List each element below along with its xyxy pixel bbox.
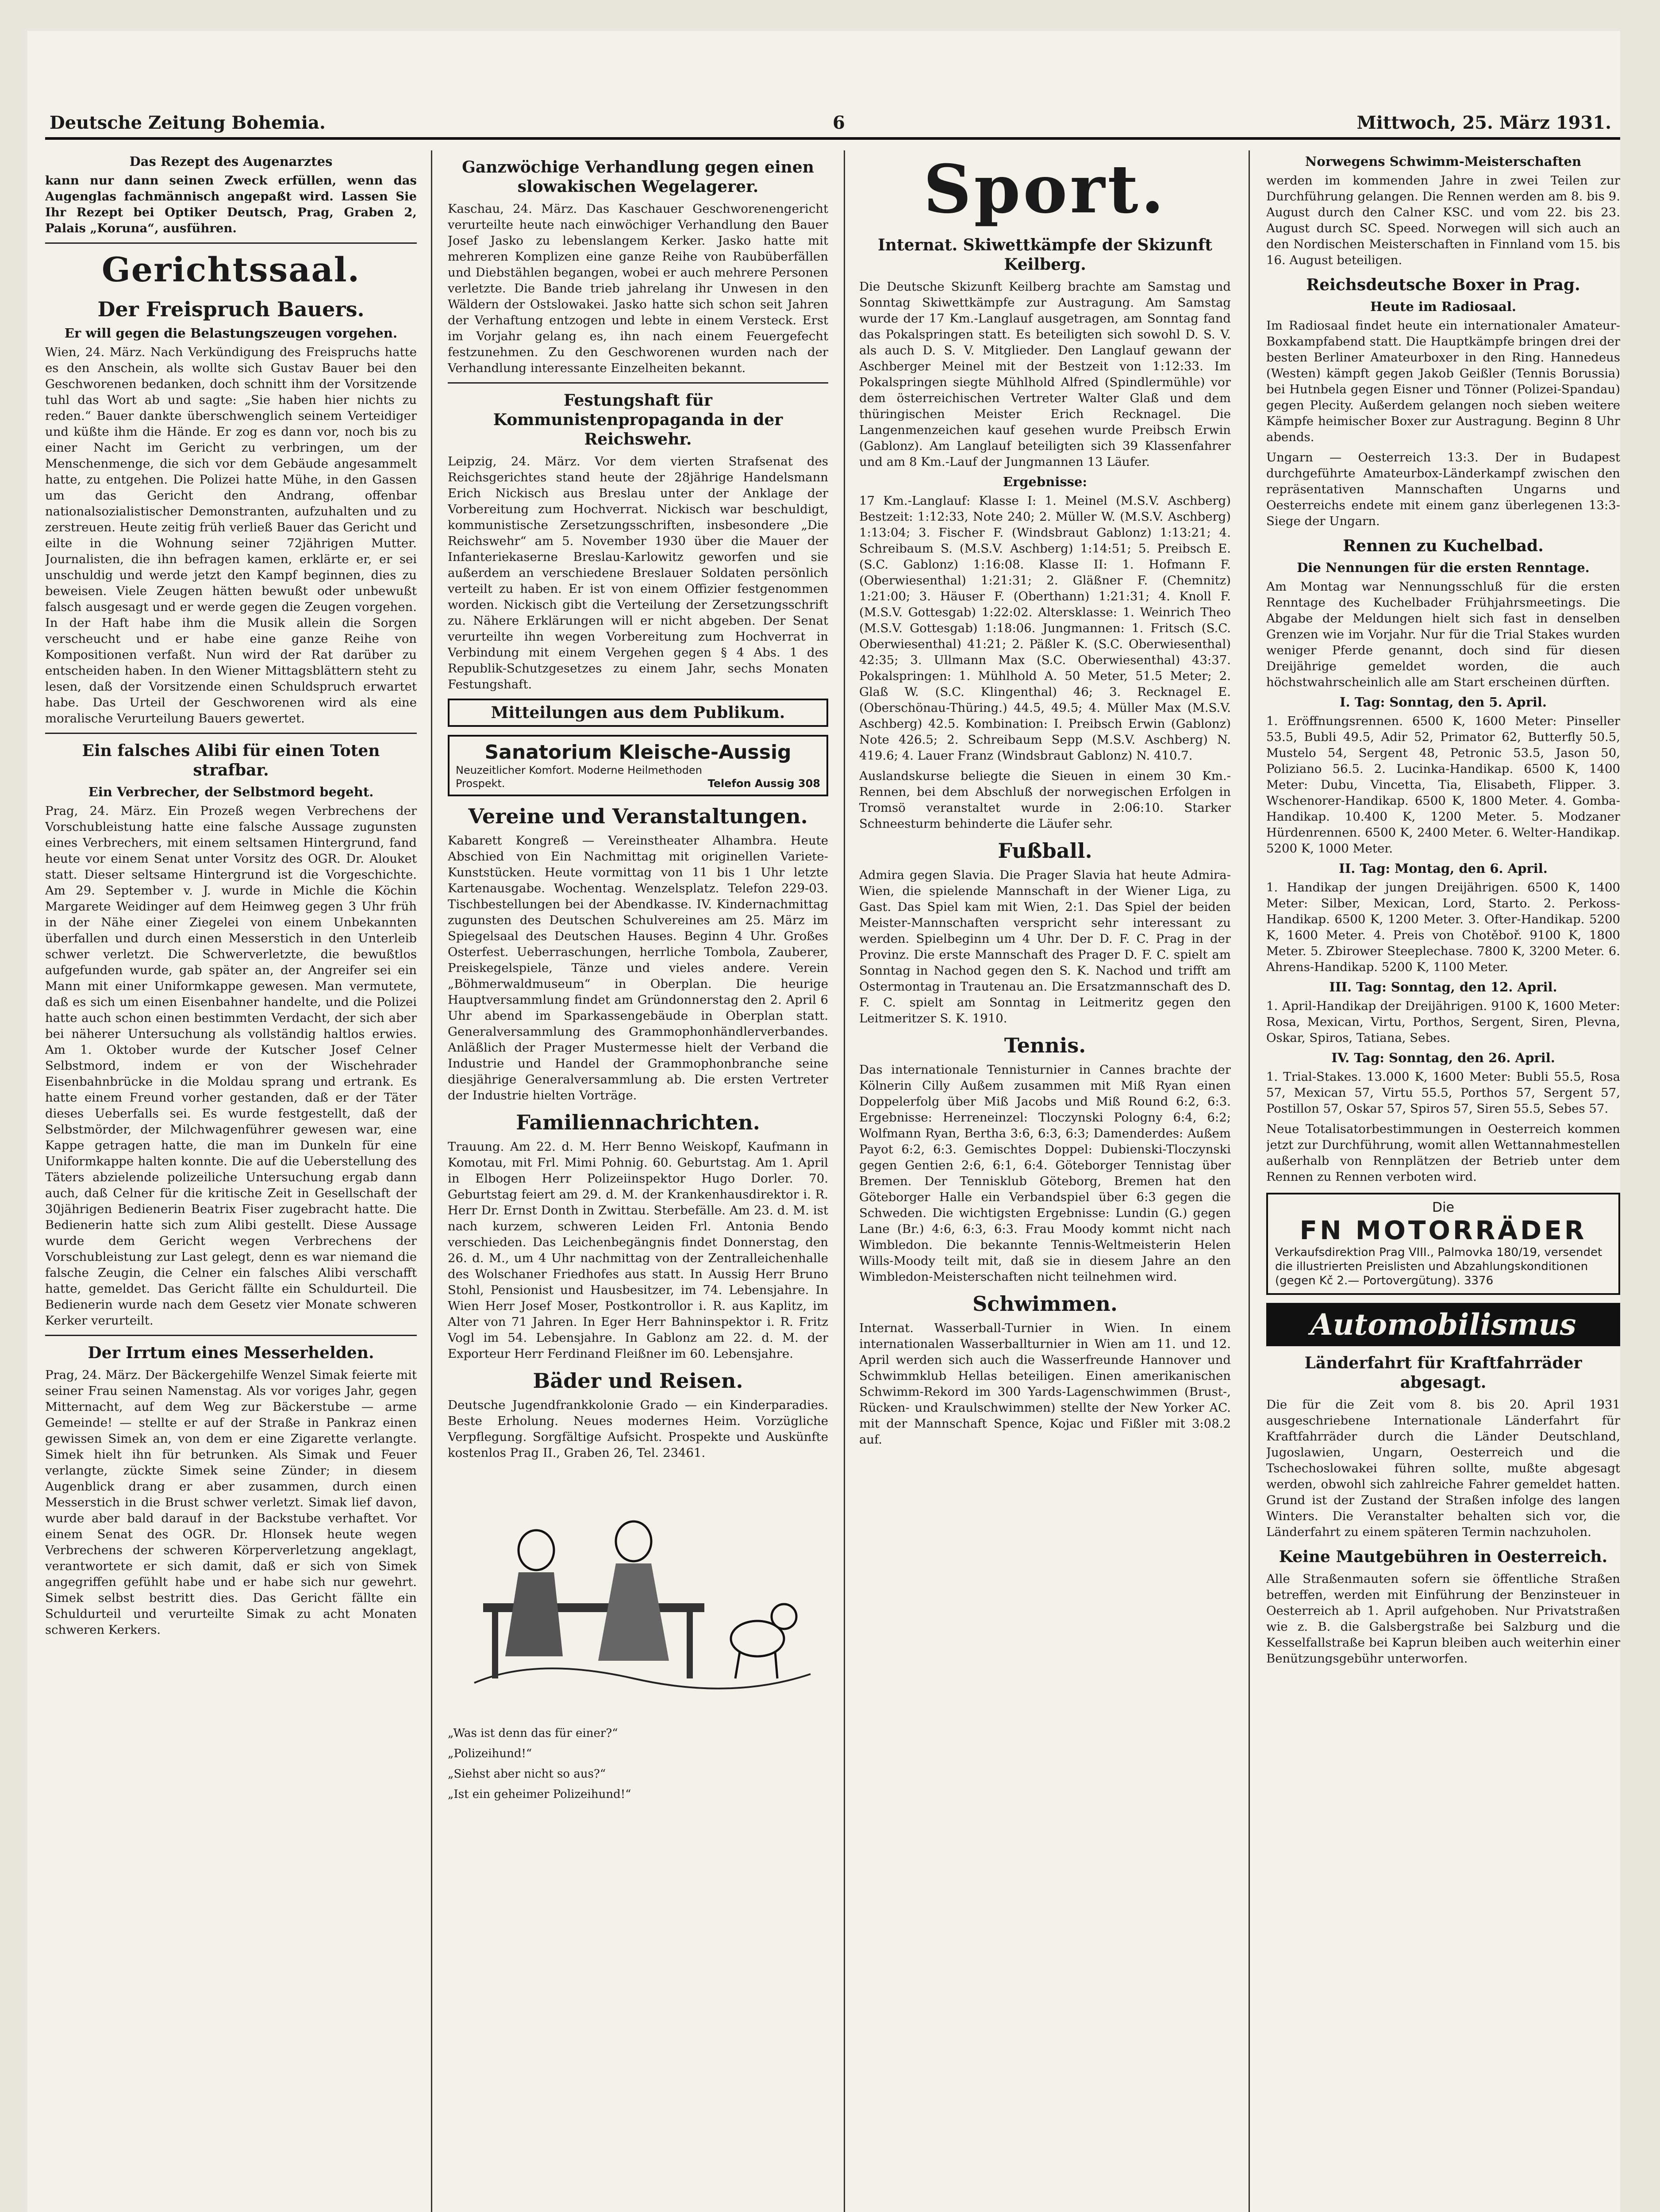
sanatorium-ad-line: Neuzeitlicher Komfort. Moderne Heilmethoden: [456, 764, 702, 776]
section-title-family: Familiennachrichten.: [516, 1110, 760, 1134]
article-title: Der Irrtum eines Messerhelden.: [88, 1344, 374, 1362]
article-body: Prag, 24. März. Der Bäckergehilfe Wenzel Simak feierte mit seiner Frau seinen Namenstag. Als vor voriges Jahr, gegen Mitternacht, auf dem Weg zur Bäckerstube — arme Gemeinde! — stellte er auf der Straße in Pankraz einen gewissen Simek an, von dem er eine Zigarette verlangte. Simek hielt ihn für betrunken. Als Simak und Feuer verlangte, zückte Simek seine Zünder; in diesem Augenblick drang er aber zusammen, durch einen Messerstich in die Brust schwer verletzt. Simak lief davon, wurde aber bald darauf in der Backstube verhaftet. Vor einem Senat des OGR. Dr. Hlonsek heute wegen Verbrechens der schweren Körperverletzung angeklagt, verantwortete er sich damit, daß er sich von Simek angegriffen gefühlt habe und er habe sich nur gewehrt. Simek selbst bestritt dies. Das Gericht fällte ein Schuldurteil und verurteilte Simak zu acht Monaten schweren Kerkers.: [45, 1368, 417, 1637]
page-number: 6: [833, 112, 845, 133]
article-body: Im Radiosaal findet heute ein internationaler Amateur-Boxkampfabend statt. Die Hauptkämpfe bringen drei der besten Berliner Amateurboxer in den Ring. Hannedeus (Westen) kämpft gegen Jakob Geißler (Tennis Borussia) bei Hutnbela gegen Eisner und Tönner (Polizei-Spandau) gegen Plecity. Außerdem gelangen noch sieben weitere Kämpfe heimischer Boxer zur Austragung. Beginn 8 Uhr abends.: [1266, 319, 1620, 444]
section-title-automobile: Automobilismus: [1266, 1303, 1620, 1346]
article-body: Deutsche Jugendfrankkolonie Grado — ein Kinderparadies. Beste Erholung. Neues modernes Heim. Vorzügliche Verpflegung. Sorgfältige Aufsicht. Prospekte und Auskünfte kostenlos Prag II., Graben 26, Tel. 23461.: [448, 1398, 828, 1460]
article-body: Am Montag war Nennungsschluß für die ersten Renntage des Kuchelbader Frühjahrsmeetings. Die Abgabe der Meldungen hielt sich fast in denselben Grenzen wie im Vorjahr. Nur für die Trial Stakes wurden weniger Pferde genannt, doch sind für diesen Dreijährige gemeldet worden, die auch höchstwahrscheinlich alle am Start erscheinen dürften.: [1266, 580, 1620, 689]
divider: [45, 1335, 417, 1336]
article-subtitle: Heute im Radiosaal.: [1370, 299, 1516, 314]
page-header: [45, 111, 1620, 140]
article-title: Keine Mautgebühren in Oesterreich.: [1279, 1548, 1608, 1566]
divider: [448, 382, 828, 384]
article-body: Admira gegen Slavia. Die Prager Slavia hat heute Admira-Wien, die spielende Mannschaft in der Wiener Liga, zu Gast. Das Spiel kam mit Wien, 2:1. Das Spiel der beiden Meister-Mannschaften verspricht sehr interessant zu werden. Spielbeginn um 4 Uhr. Der D. F. C. Prag in der Provinz. Die erste Mannschaft des Prager D. F. C. spielt am Sonntag in Nachod gegen den S. K. Nachod und trifft am Ostermontag in Trautenau an. Die Ersatzmannschaft des D. F. C. spielt am Sonntag in Leitmeritz gegen den Leitmeritzer S. K. 1910.: [859, 868, 1231, 1025]
article-body: Internat. Wasserball-Turnier in Wien. In einem internationalen Wasserballturnier in Wien am 11. und 12. April werden sich auch die Wasserfreunde Hannover und Schwimmklub Hellas beteiligen. Einen amerikanischen Schwimm-Rekord im 300 Yards-Lagenschwimmen (Brust-, Rücken- und Kraulschwimmen) stellte der New Yorker AC. mit der Mannschaft Spence, Kojac und Fißler mit 3:08.2 auf.: [859, 1321, 1231, 1447]
article-title: Reichsdeutsche Boxer in Prag.: [1306, 276, 1580, 294]
column-sport: [859, 150, 1231, 2212]
article-body: Die Deutsche Skizunft Keilberg brachte am Samstag und Sonntag Skiwettkämpfe zur Austragung. Am Samstag wurde der 17 Km.-Langlauf ausgetragen, am Sonntag fand das Pokalspringen statt. Es beteiligten sich sowohl D. S. V. als auch D. S. V. Mitglieder. Den Langlauf gewann der Aschberger Meinel mit der Bestzeit von 1:12:33. Im Pokalspringen siegte Mühlhold Alfred (Spindlermühle) vor dem österreichischen Vertreter Walter Glaß und dem thüringischen Meister Erich Recknagel. Die Langenmenzeichen kauf gesehen wurde Preibsch Erwin (Gablonz). Am Langlauf beteiligten sich 39 Klassenfahrer und am 8 Km.-Lauf der Jungmannen 13 Läufer.: [859, 280, 1231, 469]
race-day-heading: I. Tag: Sonntag, den 5. April.: [1339, 695, 1547, 710]
article-body: Wien, 24. März. Nach Verkündigung des Freispruchs hatte es den Anschein, als wollte sich Gustav Bauer bei den Geschworenen bedanken, doch schnitt ihm der Vorsitzende tuhl das Wort ab und sagte: „Sie haben hier nichts zu reden.“ Bauer dankte überschwenglich seinem Verteidiger und küßte ihm die Hände. Er zog es dann vor, noch bis zu einer Nacht im Gericht zu verbringen, um der Menschenmenge, die sich vor dem Gebäude angesammelt hatte, zu entgehen. Die Polizei hatte Mühe, in den Gassen um das Gericht den Andrang, offenbar nationalsozialistischer Demonstranten, aufzuhalten und zu zerstreuen. Heute zeitig früh verließ Bauer das Gericht und eilte in die Wohnung seiner 72jährigen Mutter. Journalisten, die ihn befragen kamen, erklärte er, er sei unschuldig und werde jetzt den Kampf beginnen, dies zu beweisen. Viele Zeugen hätten bewußt oder unbewußt falsch ausgesagt und er werde gegen die Zeugen vorgehen. In der Haft habe ihm die Musik allein die Sorgen verscheucht und er habe eine ganze Reihe von Kompositionen verfaßt. Nun wird der Rat darüber zu entscheiden haben. In den Wiener Mittagsblättern steht zu lesen, daß der Vorsitzende einen Schuldspruch erwartet habe. Das Urteil der Geschworenen wird als eine moralische Verurteilung Bauers gewertet.: [45, 345, 417, 726]
column-news: [448, 150, 828, 2212]
race-day-heading: II. Tag: Montag, den 6. April.: [1339, 861, 1548, 876]
article-body: werden im kommenden Jahre in zwei Teilen zur Durchführung gelangen. Die Rennen werden am 8. bis 9. August durch den Calner KSC. und vom 22. bis 23. August durch SC. Speed. Norwegen will sich auch an den Nordischen Meisterschaften in Finnland vom 15. bis 16. August beteiligen.: [1266, 173, 1620, 267]
race-list: 1. Handikap der jungen Dreijährigen. 6500 K, 1400 Meter: Silber, Mexican, Lord, Starto. 2. Perkoss-Handikap. 6500 K, 1200 Meter. 3. Ofter-Handikap. 5200 K, 1600 Meter. 4. Preis von Chotěboř. 9100 K, 1800 Meter. 5. Zbirower Steeplechase. 7800 K, 3200 Meter. 6. Ahrens-Handikap. 5200 K, 1100 Meter.: [1266, 880, 1620, 974]
article-title: Der Freispruch Bauers.: [97, 297, 365, 321]
fn-ad-brand: FN MOTORRÄDER: [1299, 1215, 1587, 1245]
article-title: Ein falsches Alibi für einen Toten strafbar.: [82, 741, 380, 780]
article-body: Die für die Zeit vom 8. bis 20. April 1931 ausgeschriebene Internationale Länderfahrt für Kraftfahrräder durch die Länder Deutschland, Jugoslawien, Ungarn, Oesterreich und die Tschechoslowakei führen sollte, mußte abgesagt werden, obwohl sich zahlreiche Fahrer gemeldet hatten. Grund ist der Zustand der Straßen infolge des langen Winters. Die Veranstalter behalten sich vor, die Länderfahrt zu einem späteren Termin nachzuholen.: [1266, 1398, 1620, 1539]
fn-ad-die: Die: [1432, 1200, 1454, 1215]
results-list: 17 Km.-Langlauf: Klasse I: 1. Meinel (M.S.V. Aschberg) Bestzeit: 1:12:33, Note 240; 2. Müller W. (M.S.V. Aschberg) 1:13:04; 3. Fischer F. (Windsbraut Gablonz) 1:13:21; 4. Schreibaum S. (M.S.V. Aschberg) 1:14:51; 5. Preibsch E. (S.C. Gablonz) 1:16:08. Klasse II: 1. Hofmann F. (Oberwiesenthal) 1:21:31; 2. Gläßner F. (Chemnitz) 1:21:00; 3. Häuser F. (Oberthann) 1:21:31; 4. Knoll F. (M.S.V. Gottesgab) 1:22:02. Altersklasse: 1. Weinrich Theo (M.S.V. Gottesgab) 1:18:06. Jungmannen: 1. Fritsch (S.C. Oberwiesenthal) 41:21; 2. Päßler K. (S.C. Oberwiesenthal) 42:35; 3. Ullmann Max (S.C. Oberwiesenthal) 43:37. Pokalspringen: 1. Mühlhold A. 50 Meter, 51.5 Meter; 2. Glaß W. (S.C. Klingenthal) 46; 3. Recknagel E. (Oberschönau-Thüring.) 44.5, 49.5; 4. Müller Max (M.S.V. Aschberg) 42.5. Kombination: I. Preibsch Erwin (Gablonz) Note 426.5; 2. Schreibaum Sepp (M.S.V. Aschberg) N. 419.6; 4. Lauer Franz (Windsbraut Gablonz) N. 410.7.: [859, 494, 1231, 763]
sanatorium-ad-footer: [456, 777, 820, 790]
section-title-swimming: Schwimmen.: [972, 1292, 1118, 1316]
section-title-football: Fußball.: [998, 839, 1092, 863]
race-day-heading: IV. Tag: Sonntag, den 26. April.: [1331, 1050, 1555, 1065]
article-body: Kaschau, 24. März. Das Kaschauer Geschworenengericht verurteilte heute nach einwöchiger Verhandlung den Bauer Josef Jasko zu lebenslangem Kerker. Jasko hatte mit mehreren Komplizen eine ganze Reihe von Raubüberfällen und Diebstählen begangen, wobei er auch mehrere Personen verletzte. Die Bande trieb jahrelang ihr Unwesen in den Wäldern der Ostslowakei. Jasko hatte sich schon seit Jahren der Verhaftung entzogen und lebte in einem Versteck. Erst im Vorjahr gelang es, ihn nach einem Feuergefecht festzunehmen. Zu den Geschworenen wurden nach der Verhandlung interessante Einzelheiten bekannt.: [448, 202, 828, 375]
article-subtitle: Ein Verbrecher, der Selbstmord begeht.: [88, 784, 374, 799]
race-day-heading: III. Tag: Sonntag, den 12. April.: [1329, 979, 1557, 995]
article-title: Norwegens Schwimm-Meisterschaften: [1305, 154, 1582, 169]
section-title-sport: Sport.: [923, 150, 1167, 228]
newspaper-page: [27, 31, 1620, 2212]
issue-date: Mittwoch, 25. März 1931.: [1356, 112, 1611, 133]
newspaper-name: Deutsche Zeitung Bohemia.: [50, 112, 326, 133]
column-sport-auto: [1266, 150, 1620, 2212]
section-title-travel: Bäder und Reisen.: [533, 1369, 743, 1393]
column-divider: [1249, 150, 1250, 2212]
sanatorium-ad-title: Sanatorium Kleische-Aussig: [484, 741, 792, 764]
column-divider: [431, 150, 432, 2212]
cartoon-caption: „Siehst aber nicht so aus?“: [448, 1767, 606, 1781]
article-subtitle: Die Nennungen für die ersten Renntage.: [1297, 560, 1590, 575]
sanatorium-ad-phone: Telefon Aussig 308: [707, 777, 820, 790]
article-title: Rennen zu Kuchelbad.: [1343, 537, 1544, 555]
article-title: Festungshaft für Kommunistenpropaganda in der Reichswehr.: [493, 391, 783, 449]
divider: [45, 242, 417, 244]
optician-ad-text: kann nur dann seinen Zweck erfüllen, wenn das Augenglas fachmännisch angepaßt wird. Lassen Sie Ihr Rezept bei Optiker Deutsch, Prag, Graben 2, Palais „Koruna“, ausführen.: [45, 173, 417, 235]
cartoon-caption: „Ist ein geheimer Polizeihund!“: [448, 1788, 631, 1801]
section-title-tennis: Tennis.: [1004, 1033, 1086, 1057]
race-list: 1. Eröffnungsrennen. 6500 K, 1600 Meter: Pinseller 53.5, Bubli 49.5, Adir 52, Primator 62, Butterfly 50.5, Mustelo 54, Sergent 48, Petronic 53.5, Jason 50, Poliziano 56.5. 2. Lucinka-Handikap. 6500 K, 1400 Meter: Dubu, Vincetta, Tia, Elisabeth, Flipper. 3. Wschenorer-Handikap. 6500 K, 1800 Meter. 4. Gomba-Handikap. 10.400 K, 1200 Meter. 5. Modzaner Hürdenrennen. 6500 K, 2400 Meter. 6. Welter-Handikap. 5200 K, 1000 Meter.: [1266, 714, 1620, 856]
race-list: 1. Trial-Stakes. 13.000 K, 1600 Meter: Bubli 55.5, Rosa 57, Mexican 57, Virtu 55.5, Porthos 57, Sergent 57, Postillon 57, Oskar 57, Spiros 57, Siren 55.5, Sebes 57.: [1266, 1070, 1620, 1116]
fn-ad-text: Verkaufsdirektion Prag VIII., Palmovka 180/19, versendet die illustrierten Preislisten und Abzahlungskonditionen (gegen Kč 2.— Portovergütung). 3376: [1275, 1246, 1602, 1287]
article-body: Auslandskurse beliegte die Sieuen in einem 30 Km.-Rennen, bei dem Abschluß der norwegischen Erfolgen in Tromsö veranstaltet wurde in 2:06:10. Starker Schneesturm behinderte die Läufer sehr.: [859, 769, 1231, 831]
race-list: 1. April-Handikap der Dreijährigen. 9100 K, 1600 Meter: Rosa, Mexican, Virtu, Porthos, Sergent, Siren, Plevna, Oskar, Spiros, Tatiana, Sebes.: [1266, 999, 1620, 1045]
section-title-events: Vereine und Veranstaltungen.: [468, 804, 808, 828]
results-heading: Ergebnisse:: [1003, 474, 1087, 489]
column-divider: [844, 150, 845, 2212]
article-body: Das internationale Tennisturnier in Cannes brachte der Kölnerin Cilly Außem zusammen mit Miß Ryan einen Doppelerfolg über Miß Jacobs und Miß Round 6:2, 6:3. Ergebnisse: Herreneinzel: Tloczynski Pologny 6:4, 6:2; Wolfmann Ryan, Bertha 3:6, 6:3, 6:3; Damenderdes: Außem Payot 6:2, 6:3. Gemischtes Doppel: Dubienski-Tloczynski gegen Gentien 2:6, 6:1, 6:4. Göteborger Tennistag über Bremen. Der Tennisklub Göteborg, Bremen hat den Göteborger Halle ein Verbandspiel über 6:3 gegen die Schweden. Die wichtigsten Ergebnisse: Lundin (G.) gegen Lane (Br.) 4:6, 6:3, 6:3. Frau Moody kommt nicht nach Wimbledon. Die bekannte Tennis-Weltmeisterin Helen Wills-Moody teilt mit, daß sie in diesem Jahre an den Wimbledon-Meisterschaften nicht teilnehmen wird.: [859, 1063, 1231, 1284]
article-title: Internat. Skiwettkämpfe der Skizunft Keilberg.: [877, 236, 1213, 274]
article-body: Alle Straßenmauten sofern sie öffentliche Straßen betreffen, werden mit Einführung der Benzinsteuer in Oesterreich ab 1. April aufgehoben. Nur Privatstraßen wie z. B. die Galsbergstraße bei Salzburg und die Kesselfallstraße bei Kaprun bleiben auch weiterhin einer Benützungsgebühr unterworfen.: [1266, 1572, 1620, 1666]
cartoon-illustration: [448, 1471, 828, 1718]
article-body: Prag, 24. März. Ein Prozeß wegen Verbrechens der Vorschubleistung hatte eine falsche Aussage zugunsten eines Verbrechers, mit einem seltsamen Hintergrund, fand heute vor einem Senat unter Vorsitz des OGR. Dr. Alouket statt. Dieser seltsame Hintergrund ist die Vorgeschichte. Am 29. September v. J. wurde in Michle die Köchin Margarete Weidinger auf dem Heimweg gegen 3 Uhr früh in der Nähe einer Ziegelei von einem Unbekannten überfallen und durch einen Messerstich in den Unterleib schwer verletzt. Die Schwerverletzte, die bewußtlos aufgefunden wurde, gab später an, der Angreifer sei ein Mann mit einer Uniformkappe gewesen. Man vermutete, daß es sich um einen Eisenbahner handelte, und die Polizei hatte auch schon einen bestimmten Verdacht, der sich aber bei näherer Untersuchung als vollständig haltlos erwies. Am 1. Oktober wurde der Kutscher Josef Celner Selbstmord, indem er von der Wischehrader Eisenbahnbrücke in die Moldau sprang und ertrank. Es hatte einem Freund vorher gestanden, daß er der Täter dieses Ueberfalls sei. Es wurde festgestellt, daß der Selbstmörder, der Milchwagenführer gewesen war, eine Kappe getragen hatte, die man im Dunkeln für eine Uniformkappe halten konnte. Die auf die Ueberstellung des Täters abzielende polizeiliche Untersuchung ergab dann auch, daß Celner für die kritische Zeit in Gesellschaft der 30jährigen Bedienerin Beatrix Fiser zugebracht hatte. Die Bedienerin hatte sich zum Alibi gestellt. Diese Aussage wurde dem Gericht wegen Verbrechens der Vorschubleistung zur Last gelegt, denn es war niemand die falsche Zeugin, die Celner ein falsches Alibi verschafft hatte, gemeldet. Das Gericht fällte ein Schuldurteil. Die Bedienerin wurde nach dem Gesetz vier Monate schweren Kerker verurteilt.: [45, 804, 417, 1328]
sanatorium-ad-line: Prospekt.: [456, 777, 505, 790]
cartoon-caption: „Polizeihund!“: [448, 1747, 532, 1760]
article-title: Ganzwöchige Verhandlung gegen einen slowakischen Wegelagerer.: [462, 158, 814, 196]
public-notices-heading: Mitteilungen aus dem Publikum.: [448, 699, 828, 727]
article-title: Länderfahrt für Kraftfahrräder abgesagt.: [1304, 1354, 1582, 1392]
sanatorium-ad: [448, 735, 828, 796]
article-body: Ungarn — Oesterreich 13:3. Der in Budapest durchgeführte Amateurbox-Länderkampf zwischen den repräsentativen Mannschaften Ungarns und Oesterreichs endete mit einem ganz überlegenen 13:3-Siege der Ungarn.: [1266, 450, 1620, 528]
fn-motorcycle-ad: [1266, 1193, 1620, 1295]
section-title-court: Gerichtssaal.: [101, 250, 361, 289]
optician-ad-heading: Das Rezept des Augenarztes: [129, 154, 333, 169]
cartoon-caption: „Was ist denn das für einer?“: [448, 1727, 618, 1740]
divider: [45, 733, 417, 734]
article-body: Kabarett Kongreß — Vereinstheater Alhambra. Heute Abschied von Ein Nachmittag mit originellen Variete-Kunststücken. Heute vormittag von 11 bis 1 Uhr letzte Kartenausgabe. Wochentag. Wenzelsplatz. Telefon 229-03. Tischbestellungen bei der Abendkasse. IV. Kindernachmittag zugunsten des Deutschen Schulvereines am 25. März im Spiegelsaal des Deutschen Hauses. Beginn 4 Uhr. Großes Osterfest. Ueberraschungen, herrliche Tombola, Zauberer, Preiskegelspiele, Tänze und vieles andere. Verein „Böhmerwaldmuseum“ in Oberplan. Die heurige Hauptversammlung findet am Gründonnerstag den 2. April 6 Uhr abend im Sparkassengebäude in Oberplan statt. Generalversammlung des Grammophonhändlerverbandes. Anläßlich der Prager Mustermesse hielt der Verband die Industrie und Handel der Grammophonbranche seine diesjährige Generalversammlung ab. Die ersten Vertreter der Industrie hielten Vorträge.: [448, 833, 828, 1102]
article-body: Leipzig, 24. März. Vor dem vierten Strafsenat des Reichsgerichtes stand heute der 28jährige Handelsmann Erich Nickisch aus Breslau unter der Anklage der Vorbereitung zum Hochverrat. Nickisch war beschuldigt, kommunistische Zersetzungsschriften, insbesondere „Die Reichswehr“ am 5. November 1930 über die Mauer der Infanteriekaserne Breslau-Karlowitz geworfen und sie außerdem an verschiedene Breslauer Soldaten persönlich verteilt zu haben. Er ist von einem Offizier festgenommen worden. Nickisch gibt die Verteilung der Zersetzungsschrift zu. Nähere Erklärungen will er nicht abgeben. Der Senat verurteilte ihn wegen Vorbereitung zum Hochverrat in Verbindung mit einem Vergehen gegen § 4 Abs. 1 des Republik-Schutzgesetzes zu einem Jahr, sechs Monaten Festungshaft.: [448, 454, 828, 691]
article-subtitle: Er will gegen die Belastungszeugen vorgehen.: [64, 326, 398, 341]
article-body: Trauung. Am 22. d. M. Herr Benno Weiskopf, Kaufmann in Komotau, mit Frl. Mimi Pohnig. 60. Geburtstag. Am 1. April in Elbogen Herr Polizeiinspektor Hugo Dorler. 70. Geburtstag feiert am 29. d. M. der Krankenhausdirektor i. R. Herr Dr. Ernst Donth in Zwittau. Sterbefälle. Am 23. d. M. ist nach kurzem, schweren Leiden Frl. Antonia Bendo verschieden. Das Leichenbegängnis findet Donnerstag, den 26. d. M., um 4 Uhr nachmittag von der Zentralleichenhalle des Wolschaner Friedhofes aus statt. In Aussig Herr Bruno Stohl, Pensionist und Hausbesitzer, im 74. Lebensjahre. In Wien Herr Josef Moser, Postkontrollor i. R. aus Kaplitz, im Alter von 71 Jahren. In Eger Herr Bahninspektor i. R. Fritz Vogl im 54. Lebensjahre. In Gablonz am 22. d. M. der Exporteur Herr Ferdinand Fleißner im 60. Lebensjahre.: [448, 1140, 828, 1361]
column-court: [45, 150, 417, 2212]
article-body: Neue Totalisatorbestimmungen in Oesterreich kommen jetzt zur Durchführung, womit allen Wettannahmestellen außerhalb von Rennplätzen der Betrieb unter dem Rennen zu Rennen verboten wird.: [1266, 1122, 1620, 1184]
